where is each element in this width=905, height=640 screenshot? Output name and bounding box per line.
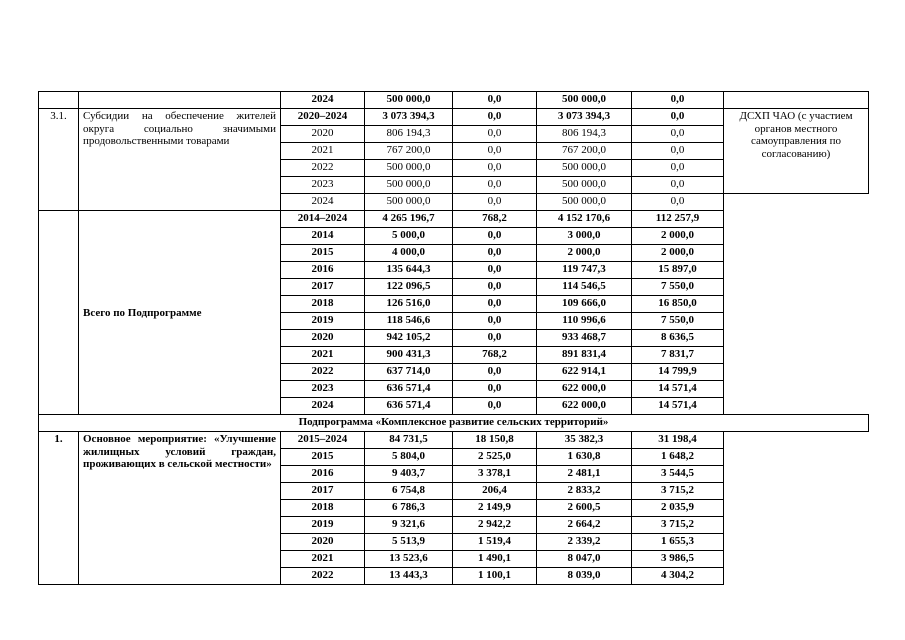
total-cell: 500 000,0: [365, 92, 453, 109]
total-cell: 942 105,2: [365, 330, 453, 347]
year-cell: 2023: [281, 381, 365, 398]
empty-cell: [724, 279, 869, 296]
local-cell: 112 257,9: [632, 211, 724, 228]
regional-cell: 500 000,0: [537, 177, 632, 194]
empty-cell: [724, 194, 869, 211]
empty-cell: [724, 551, 869, 568]
total-cell: 767 200,0: [365, 143, 453, 160]
total-cell: 13 443,3: [365, 568, 453, 585]
local-cell: 2 000,0: [632, 228, 724, 245]
total-cell: 636 571,4: [365, 398, 453, 415]
federal-cell: 1 100,1: [453, 568, 537, 585]
table-row: [39, 92, 869, 109]
federal-cell: 0,0: [453, 364, 537, 381]
empty-cell: [724, 364, 869, 381]
federal-cell: 0,0: [453, 143, 537, 160]
local-cell: 3 715,2: [632, 517, 724, 534]
federal-cell: 0,0: [453, 126, 537, 143]
local-cell: 14 571,4: [632, 381, 724, 398]
local-cell: 0,0: [632, 126, 724, 143]
year-cell: 2023: [281, 177, 365, 194]
federal-cell: 2 149,9: [453, 500, 537, 517]
local-cell: 0,0: [632, 109, 724, 126]
index-cell: [39, 211, 79, 415]
local-cell: 0,0: [632, 177, 724, 194]
total-cell: 5 513,9: [365, 534, 453, 551]
federal-cell: 0,0: [453, 381, 537, 398]
local-cell: 7 550,0: [632, 313, 724, 330]
empty-cell: [724, 500, 869, 517]
empty-cell: [724, 398, 869, 415]
index-cell: [39, 92, 79, 109]
year-cell: 2020: [281, 534, 365, 551]
regional-cell: 109 666,0: [537, 296, 632, 313]
regional-cell: 622 000,0: [537, 381, 632, 398]
regional-cell: 4 152 170,6: [537, 211, 632, 228]
empty-cell: [724, 483, 869, 500]
section-title: Подпрограмма «Комплексное развитие сельских территорий»: [39, 415, 869, 432]
local-cell: 0,0: [632, 160, 724, 177]
regional-cell: 3 073 394,3: [537, 109, 632, 126]
name-cell: [79, 92, 281, 109]
total-cell: 500 000,0: [365, 194, 453, 211]
local-cell: 16 850,0: [632, 296, 724, 313]
regional-cell: 2 339,2: [537, 534, 632, 551]
local-cell: 2 035,9: [632, 500, 724, 517]
year-cell: 2020–2024: [281, 109, 365, 126]
local-cell: 7 831,7: [632, 347, 724, 364]
responsible-cell: [724, 92, 869, 109]
year-cell: 2015: [281, 449, 365, 466]
year-cell: 2020: [281, 126, 365, 143]
regional-cell: 3 000,0: [537, 228, 632, 245]
empty-cell: [724, 211, 869, 228]
total-cell: 636 571,4: [365, 381, 453, 398]
year-cell: 2018: [281, 296, 365, 313]
table-row: [39, 211, 869, 228]
year-cell: 2016: [281, 262, 365, 279]
local-cell: 15 897,0: [632, 262, 724, 279]
empty-cell: [724, 245, 869, 262]
regional-cell: 2 000,0: [537, 245, 632, 262]
year-cell: 2021: [281, 143, 365, 160]
section-row: [39, 415, 869, 432]
regional-cell: 891 831,4: [537, 347, 632, 364]
item-index: 3.1.: [39, 109, 79, 211]
federal-cell: 3 378,1: [453, 466, 537, 483]
regional-cell: 806 194,3: [537, 126, 632, 143]
subprogram-total-label: Всего по Подпрограмме: [79, 211, 281, 415]
total-cell: 122 096,5: [365, 279, 453, 296]
year-cell: 2014–2024: [281, 211, 365, 228]
local-cell: 7 550,0: [632, 279, 724, 296]
federal-cell: 768,2: [453, 347, 537, 364]
federal-cell: 0,0: [453, 279, 537, 296]
federal-cell: 18 150,8: [453, 432, 537, 449]
regional-cell: 119 747,3: [537, 262, 632, 279]
empty-cell: [724, 296, 869, 313]
table-row: [39, 432, 869, 449]
total-cell: 9 403,7: [365, 466, 453, 483]
year-cell: 2015: [281, 245, 365, 262]
empty-cell: [724, 432, 869, 449]
total-cell: 5 000,0: [365, 228, 453, 245]
local-cell: 4 304,2: [632, 568, 724, 585]
total-cell: 84 731,5: [365, 432, 453, 449]
regional-cell: 2 481,1: [537, 466, 632, 483]
empty-cell: [724, 466, 869, 483]
regional-cell: 114 546,5: [537, 279, 632, 296]
empty-cell: [724, 313, 869, 330]
local-cell: 0,0: [632, 143, 724, 160]
regional-cell: 622 914,1: [537, 364, 632, 381]
item-name: Основное мероприятие: «Улучшение жилищных условий граждан, проживающих в сельской местности»: [79, 432, 281, 585]
federal-cell: 206,4: [453, 483, 537, 500]
regional-cell: 2 664,2: [537, 517, 632, 534]
item-name: Субсидии на обеспечение жителей округа социально значимыми продовольственными товарами: [79, 109, 281, 211]
total-cell: 806 194,3: [365, 126, 453, 143]
federal-cell: 0,0: [453, 92, 537, 109]
regional-cell: 2 600,5: [537, 500, 632, 517]
regional-cell: 500 000,0: [537, 194, 632, 211]
year-cell: 2022: [281, 364, 365, 381]
federal-cell: 1 490,1: [453, 551, 537, 568]
year-cell: 2022: [281, 160, 365, 177]
total-cell: 5 804,0: [365, 449, 453, 466]
total-cell: 6 754,8: [365, 483, 453, 500]
total-cell: 500 000,0: [365, 160, 453, 177]
empty-cell: [724, 568, 869, 585]
local-cell: 2 000,0: [632, 245, 724, 262]
table-row: [39, 109, 869, 126]
year-cell: 2014: [281, 228, 365, 245]
federal-cell: 1 519,4: [453, 534, 537, 551]
local-cell: 14 571,4: [632, 398, 724, 415]
regional-cell: 933 468,7: [537, 330, 632, 347]
year-cell: 2019: [281, 313, 365, 330]
year-cell: 2021: [281, 347, 365, 364]
regional-cell: 8 039,0: [537, 568, 632, 585]
local-cell: 0,0: [632, 194, 724, 211]
total-cell: 6 786,3: [365, 500, 453, 517]
regional-cell: 1 630,8: [537, 449, 632, 466]
regional-cell: 35 382,3: [537, 432, 632, 449]
local-cell: 3 986,5: [632, 551, 724, 568]
year-cell: 2020: [281, 330, 365, 347]
federal-cell: 0,0: [453, 296, 537, 313]
total-cell: 126 516,0: [365, 296, 453, 313]
total-cell: 3 073 394,3: [365, 109, 453, 126]
year-cell: 2021: [281, 551, 365, 568]
total-cell: 9 321,6: [365, 517, 453, 534]
regional-cell: 500 000,0: [537, 160, 632, 177]
year-cell: 2022: [281, 568, 365, 585]
federal-cell: 0,0: [453, 228, 537, 245]
federal-cell: 0,0: [453, 194, 537, 211]
table-body: [39, 92, 869, 585]
local-cell: 1 648,2: [632, 449, 724, 466]
empty-cell: [724, 262, 869, 279]
regional-cell: 622 000,0: [537, 398, 632, 415]
total-cell: 4 265 196,7: [365, 211, 453, 228]
empty-cell: [724, 330, 869, 347]
total-cell: 4 000,0: [365, 245, 453, 262]
empty-cell: [724, 381, 869, 398]
local-cell: 1 655,3: [632, 534, 724, 551]
empty-cell: [724, 449, 869, 466]
local-cell: 3 715,2: [632, 483, 724, 500]
local-cell: 14 799,9: [632, 364, 724, 381]
federal-cell: 0,0: [453, 177, 537, 194]
local-cell: 8 636,5: [632, 330, 724, 347]
regional-cell: 8 047,0: [537, 551, 632, 568]
program-funding-table: [38, 91, 869, 585]
total-cell: 118 546,6: [365, 313, 453, 330]
year-cell: 2017: [281, 279, 365, 296]
regional-cell: 767 200,0: [537, 143, 632, 160]
federal-cell: 0,0: [453, 245, 537, 262]
year-cell: 2024: [281, 194, 365, 211]
empty-cell: [724, 347, 869, 364]
year-cell: 2018: [281, 500, 365, 517]
local-cell: 0,0: [632, 92, 724, 109]
federal-cell: 0,0: [453, 262, 537, 279]
year-cell: 2024: [281, 92, 365, 109]
year-cell: 2015–2024: [281, 432, 365, 449]
year-cell: 2017: [281, 483, 365, 500]
federal-cell: 2 942,2: [453, 517, 537, 534]
total-cell: 900 431,3: [365, 347, 453, 364]
year-cell: 2024: [281, 398, 365, 415]
empty-cell: [724, 517, 869, 534]
total-cell: 135 644,3: [365, 262, 453, 279]
local-cell: 3 544,5: [632, 466, 724, 483]
regional-cell: 500 000,0: [537, 92, 632, 109]
regional-cell: 110 996,6: [537, 313, 632, 330]
local-cell: 31 198,4: [632, 432, 724, 449]
federal-cell: 768,2: [453, 211, 537, 228]
federal-cell: 0,0: [453, 398, 537, 415]
total-cell: 500 000,0: [365, 177, 453, 194]
empty-cell: [724, 534, 869, 551]
responsible-executor: ДСХП ЧАО (с участием органов местного самоуправления по согласованию): [724, 109, 869, 194]
federal-cell: 0,0: [453, 160, 537, 177]
federal-cell: 0,0: [453, 313, 537, 330]
year-cell: 2019: [281, 517, 365, 534]
federal-cell: 2 525,0: [453, 449, 537, 466]
empty-cell: [724, 228, 869, 245]
total-cell: 13 523,6: [365, 551, 453, 568]
year-cell: 2016: [281, 466, 365, 483]
federal-cell: 0,0: [453, 330, 537, 347]
item-index: 1.: [39, 432, 79, 585]
total-cell: 637 714,0: [365, 364, 453, 381]
regional-cell: 2 833,2: [537, 483, 632, 500]
federal-cell: 0,0: [453, 109, 537, 126]
